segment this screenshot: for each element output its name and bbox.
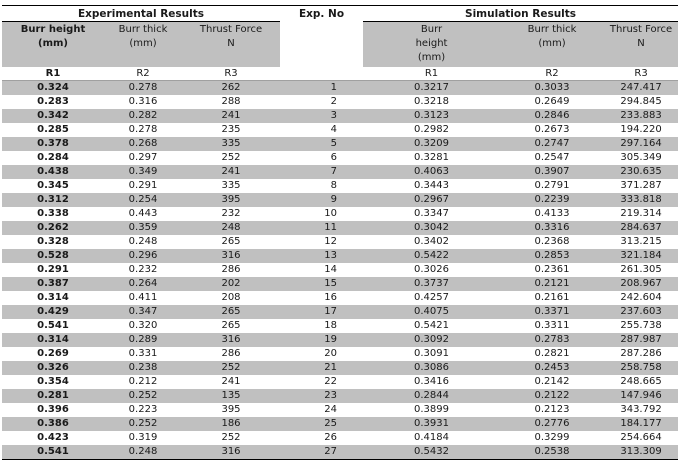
sim-burr-thick-cell: 0.3299 (534, 432, 570, 443)
exp-burr-height-cell: 0.386 (2, 417, 104, 431)
table-row (2, 81, 678, 96)
sim-burr-height-cell: 0.3217 (363, 81, 500, 96)
simulation-results-header: Simulation Results (363, 6, 678, 22)
exp-no-cell: 2 (330, 96, 338, 107)
exp-thrust-force-cell: 316 (182, 445, 280, 460)
sim-burr-thick-cell: 0.2121 (500, 277, 604, 291)
sim-thrust-force-cell: 287.286 (620, 348, 662, 359)
exp-burr-thick-cell: 0.347 (104, 305, 182, 319)
table-row (2, 137, 678, 151)
exp-no-cell: 23 (280, 389, 363, 403)
sim-thrust-force-cell: 287.987 (604, 333, 678, 347)
table-row (2, 109, 678, 123)
exp-burr-thick-cell: 0.254 (104, 193, 182, 207)
sim-burr-thick-cell: 0.3311 (534, 320, 570, 331)
exp-thrust-force-cell: 186 (182, 417, 280, 431)
exp-no-cell: 13 (280, 249, 363, 263)
exp-burr-height-cell: 0.326 (2, 361, 104, 375)
exp-no-blank-header (280, 22, 363, 68)
exp-no-cell: 20 (324, 348, 338, 359)
sim-burr-thick-cell: 0.2747 (500, 137, 604, 151)
sim-thrust-force-cell: 343.792 (620, 404, 662, 415)
exp-no-cell: 6 (330, 152, 338, 163)
sim-burr-thick-cell: 0.2846 (500, 109, 604, 123)
exp-no-cell: 27 (280, 445, 363, 460)
table-row (2, 263, 678, 277)
exp-burr-height-cell: 0.314 (2, 333, 104, 347)
sim-burr-thick-cell: 0.2453 (500, 361, 604, 375)
sim-burr-thick-cell: 0.2547 (534, 152, 570, 163)
exp-burr-height-cell: 0.281 (2, 389, 104, 403)
sim-burr-height-cell: 0.3931 (363, 417, 500, 431)
exp-burr-thick-cell: 0.296 (104, 249, 182, 263)
exp-no-cell: 21 (280, 361, 363, 375)
exp-burr-height-cell: 0.285 (37, 124, 69, 135)
exp-thrust-force-cell: 208 (221, 292, 241, 303)
exp-r3-label: R3 (182, 67, 280, 81)
sim-burr-height-cell: 0.3737 (363, 277, 500, 291)
sim-burr-thick-cell: 0.3907 (500, 165, 604, 179)
exp-thrust-force-cell: 288 (221, 96, 241, 107)
exp-r2-label: R2 (104, 67, 182, 81)
table-row (2, 305, 678, 319)
sim-thrust-force-cell: 242.604 (620, 292, 662, 303)
exp-burr-thick-cell: 0.278 (128, 124, 158, 135)
sim-burr-thick-cell: 0.2853 (500, 249, 604, 263)
exp-thrust-force-cell: 232 (221, 208, 241, 219)
exp-burr-thick-cell: 0.320 (128, 320, 158, 331)
exp-burr-height-cell: 0.345 (37, 180, 69, 191)
exp-thrust-force-cell: 286 (221, 264, 241, 275)
sim-burr-height-cell: 0.3086 (363, 361, 500, 375)
sim-thrust-force-cell: 255.738 (620, 320, 662, 331)
exp-r1-label: R1 (2, 67, 104, 81)
exp-thrust-force-cell: 235 (221, 124, 241, 135)
sim-burr-height-cell: 0.3209 (363, 137, 500, 151)
exp-no-cell: 16 (324, 292, 338, 303)
sim-burr-thick-cell: 0.2673 (534, 124, 570, 135)
exp-no-cell: 11 (280, 221, 363, 235)
sim-burr-height-cell: 0.3443 (414, 180, 450, 191)
exp-no-cell: 22 (324, 376, 338, 387)
exp-thrust-force-cell: 252 (221, 432, 241, 443)
exp-no-cell: 15 (280, 277, 363, 291)
exp-no-cell: 10 (324, 208, 338, 219)
exp-thrust-force-cell: 262 (182, 81, 280, 96)
table-row (2, 221, 678, 235)
exp-burr-height-cell: 0.262 (2, 221, 104, 235)
table-row (2, 277, 678, 291)
exp-no-cell: 19 (280, 333, 363, 347)
exp-no-cell: 14 (324, 264, 338, 275)
exp-no-cell: 5 (280, 137, 363, 151)
table-row (2, 347, 678, 361)
exp-thrust-force-cell: 265 (221, 320, 241, 331)
exp-burr-thick-cell: 0.316 (128, 96, 158, 107)
sim-burr-thick-cell: 0.2821 (534, 348, 570, 359)
sim-burr-height-cell: 0.3123 (363, 109, 500, 123)
sim-burr-height-cell: 0.4184 (414, 432, 450, 443)
exp-burr-thick-cell: 0.248 (104, 445, 182, 460)
sim-burr-height-cell: 0.3347 (414, 208, 450, 219)
sim-burr-height-cell: 0.5432 (363, 445, 500, 460)
exp-burr-height-cell: 0.396 (37, 404, 69, 415)
exp-no-header: Exp. No (298, 7, 345, 20)
exp-burr-thick-cell: 0.349 (104, 165, 182, 179)
sim-thrust-force-cell: 294.845 (620, 96, 662, 107)
exp-no-cell: 26 (324, 432, 338, 443)
exp-burr-height-cell: 0.291 (37, 264, 69, 275)
exp-burr-height-cell: 0.283 (37, 96, 69, 107)
sim-burr-height-cell: 0.3899 (414, 404, 450, 415)
sim-burr-thick-cell: 0.2239 (500, 193, 604, 207)
response-label-row (2, 67, 678, 81)
sim-thrust-force-cell: 258.758 (604, 361, 678, 375)
sim-thrust-force-cell: 208.967 (604, 277, 678, 291)
sim-thrust-force-cell: 321.184 (604, 249, 678, 263)
table-row (2, 95, 678, 109)
exp-thrust-force-cell: 265 (221, 236, 241, 247)
exp-burr-thick-cell: 0.289 (104, 333, 182, 347)
exp-burr-height-cell: 0.387 (2, 277, 104, 291)
sim-burr-height-cell: 0.5421 (414, 320, 450, 331)
exp-thrust-force-cell: 202 (182, 277, 280, 291)
results-table (2, 5, 678, 460)
sim-thrust-force-cell: 233.883 (604, 109, 678, 123)
exp-burr-thick-cell: 0.223 (128, 404, 158, 415)
exp-burr-thick-cell: 0.264 (104, 277, 182, 291)
exp-burr-height-cell: 0.378 (2, 137, 104, 151)
table-row (2, 333, 678, 347)
table-row (2, 375, 678, 389)
sim-thrust-force-cell: 237.603 (604, 305, 678, 319)
table-row (2, 445, 678, 460)
table-row (2, 319, 678, 333)
table-row (2, 151, 678, 165)
table-row (2, 193, 678, 207)
table-row (2, 431, 678, 445)
table-row (2, 403, 678, 417)
sim-burr-height-cell: 0.2967 (363, 193, 500, 207)
exp-thrust-force-cell: 252 (182, 361, 280, 375)
sim-burr-height-header: Burr height (mm) (363, 22, 500, 68)
table-row (2, 389, 678, 403)
exp-burr-thick-cell: 0.282 (104, 109, 182, 123)
exp-burr-thick-cell: 0.297 (128, 152, 158, 163)
exp-thrust-force-cell: 395 (221, 404, 241, 415)
sim-burr-height-cell: 0.3042 (363, 221, 500, 235)
exp-no-cell: 18 (324, 320, 338, 331)
table-row (2, 361, 678, 375)
sim-thrust-force-cell: 230.635 (604, 165, 678, 179)
exp-burr-height-cell: 0.312 (2, 193, 104, 207)
exp-burr-thick-cell: 0.248 (128, 236, 158, 247)
sim-burr-thick-cell: 0.4133 (534, 208, 570, 219)
exp-thrust-force-header: Thrust Force N (182, 22, 280, 68)
sim-thrust-force-cell: 254.664 (620, 432, 662, 443)
exp-no-cell: 1 (280, 81, 363, 96)
table-row (2, 417, 678, 431)
sim-thrust-force-cell: 305.349 (620, 152, 662, 163)
sim-burr-height-cell: 0.3218 (414, 96, 450, 107)
exp-burr-thick-cell: 0.212 (128, 376, 158, 387)
sim-thrust-force-cell: 247.417 (604, 81, 678, 96)
table-row (2, 235, 678, 249)
sim-burr-thick-cell: 0.2161 (534, 292, 570, 303)
table-row (2, 165, 678, 179)
exp-no-cell: 25 (280, 417, 363, 431)
experimental-results-header: Experimental Results (2, 6, 280, 22)
sim-burr-height-cell: 0.2982 (414, 124, 450, 135)
exp-burr-thick-cell: 0.278 (104, 81, 182, 96)
exp-thrust-force-cell: 316 (182, 249, 280, 263)
sim-burr-thick-cell: 0.3316 (500, 221, 604, 235)
exp-no-cell: 12 (324, 236, 338, 247)
exp-no-cell: 9 (280, 193, 363, 207)
exp-burr-thick-cell: 0.359 (104, 221, 182, 235)
exp-thrust-force-cell: 286 (221, 348, 241, 359)
sim-burr-thick-cell: 0.2538 (500, 445, 604, 460)
sim-burr-height-cell: 0.5422 (363, 249, 500, 263)
sim-r3-label: R3 (604, 67, 678, 81)
sim-burr-thick-cell: 0.2123 (534, 404, 570, 415)
sim-burr-height-cell: 0.4075 (363, 305, 500, 319)
exp-burr-thick-cell: 0.252 (104, 417, 182, 431)
sim-burr-height-cell: 0.3092 (363, 333, 500, 347)
sim-thrust-force-cell: 371.287 (620, 180, 662, 191)
exp-no-cell: 7 (280, 165, 363, 179)
table-row (2, 123, 678, 137)
exp-burr-thick-cell: 0.268 (104, 137, 182, 151)
exp-burr-height-cell: 0.314 (37, 292, 69, 303)
table-body (2, 81, 678, 460)
sim-burr-thick-cell: 0.3033 (500, 81, 604, 96)
exp-no-cell: 4 (330, 124, 338, 135)
exp-thrust-force-cell: 335 (182, 137, 280, 151)
table-row (2, 207, 678, 221)
exp-burr-thick-cell: 0.319 (128, 432, 158, 443)
exp-burr-height-cell: 0.541 (2, 445, 104, 460)
sim-thrust-force-cell: 248.665 (620, 376, 662, 387)
exp-burr-thick-cell: 0.443 (128, 208, 158, 219)
sim-thrust-force-cell: 147.946 (604, 389, 678, 403)
sim-burr-height-cell: 0.3281 (414, 152, 450, 163)
exp-burr-thick-cell: 0.291 (128, 180, 158, 191)
sim-burr-thick-cell: 0.2649 (534, 96, 570, 107)
exp-burr-height-cell: 0.324 (2, 81, 104, 96)
exp-no-cell: 17 (280, 305, 363, 319)
column-header-row (2, 22, 678, 68)
exp-burr-height-cell: 0.269 (37, 348, 69, 359)
exp-burr-height-cell: 0.438 (2, 165, 104, 179)
sim-burr-height-cell: 0.4063 (363, 165, 500, 179)
sim-burr-height-cell: 0.3026 (414, 264, 450, 275)
exp-burr-height-header: Burr height (mm) (2, 22, 104, 68)
exp-burr-thick-cell: 0.331 (128, 348, 158, 359)
exp-thrust-force-cell: 248 (182, 221, 280, 235)
sim-burr-thick-cell: 0.2142 (534, 376, 570, 387)
exp-no-cell: 24 (324, 404, 338, 415)
sim-thrust-force-cell: 333.818 (604, 193, 678, 207)
exp-no-cell: 3 (280, 109, 363, 123)
sim-burr-height-cell: 0.3091 (414, 348, 450, 359)
exp-burr-thick-cell: 0.252 (104, 389, 182, 403)
sim-r1-label: R1 (363, 67, 500, 81)
sim-burr-thick-header: Burr thick (mm) (500, 22, 604, 68)
sim-thrust-force-cell: 313.215 (620, 236, 662, 247)
exp-thrust-force-cell: 241 (182, 165, 280, 179)
sim-r2-label: R2 (500, 67, 604, 81)
sim-burr-height-cell: 0.3402 (414, 236, 450, 247)
table-row (2, 179, 678, 193)
sim-thrust-force-cell: 313.309 (604, 445, 678, 460)
exp-burr-thick-header: Burr thick (mm) (104, 22, 182, 68)
sim-burr-thick-cell: 0.2776 (500, 417, 604, 431)
sim-burr-thick-cell: 0.2368 (534, 236, 570, 247)
exp-burr-height-cell: 0.429 (2, 305, 104, 319)
sim-thrust-force-header: Thrust Force N (604, 22, 678, 68)
exp-burr-height-cell: 0.328 (37, 236, 69, 247)
sim-burr-height-cell: 0.3416 (414, 376, 450, 387)
exp-burr-thick-cell: 0.232 (128, 264, 158, 275)
group-header-row (2, 6, 678, 22)
exp-burr-thick-cell: 0.238 (104, 361, 182, 375)
exp-burr-height-cell: 0.423 (37, 432, 69, 443)
sim-burr-thick-cell: 0.3371 (500, 305, 604, 319)
sim-burr-thick-cell: 0.2783 (500, 333, 604, 347)
sim-thrust-force-cell: 184.177 (604, 417, 678, 431)
exp-thrust-force-cell: 335 (221, 180, 241, 191)
exp-thrust-force-cell: 135 (182, 389, 280, 403)
exp-no-cell: 8 (330, 180, 338, 191)
sim-burr-height-cell: 0.2844 (363, 389, 500, 403)
exp-thrust-force-cell: 241 (221, 376, 241, 387)
exp-burr-thick-cell: 0.411 (128, 292, 158, 303)
exp-burr-height-cell: 0.338 (37, 208, 69, 219)
exp-burr-height-cell: 0.354 (37, 376, 69, 387)
exp-burr-height-cell: 0.284 (37, 152, 69, 163)
exp-burr-height-cell: 0.541 (37, 320, 69, 331)
exp-burr-height-cell: 0.528 (2, 249, 104, 263)
sim-thrust-force-cell: 219.314 (620, 208, 662, 219)
sim-thrust-force-cell: 297.164 (604, 137, 678, 151)
table-row (2, 249, 678, 263)
sim-thrust-force-cell: 194.220 (620, 124, 662, 135)
exp-thrust-force-cell: 252 (221, 152, 241, 163)
table-row (2, 291, 678, 305)
sim-burr-thick-cell: 0.2122 (500, 389, 604, 403)
exp-thrust-force-cell: 265 (182, 305, 280, 319)
sim-burr-thick-cell: 0.2791 (534, 180, 570, 191)
sim-burr-thick-cell: 0.2361 (534, 264, 570, 275)
sim-burr-height-cell: 0.4257 (414, 292, 450, 303)
exp-thrust-force-cell: 316 (182, 333, 280, 347)
exp-burr-height-cell: 0.342 (2, 109, 104, 123)
sim-thrust-force-cell: 261.305 (620, 264, 662, 275)
exp-thrust-force-cell: 241 (182, 109, 280, 123)
exp-no-blank (280, 67, 363, 81)
exp-thrust-force-cell: 395 (182, 193, 280, 207)
sim-thrust-force-cell: 284.637 (604, 221, 678, 235)
